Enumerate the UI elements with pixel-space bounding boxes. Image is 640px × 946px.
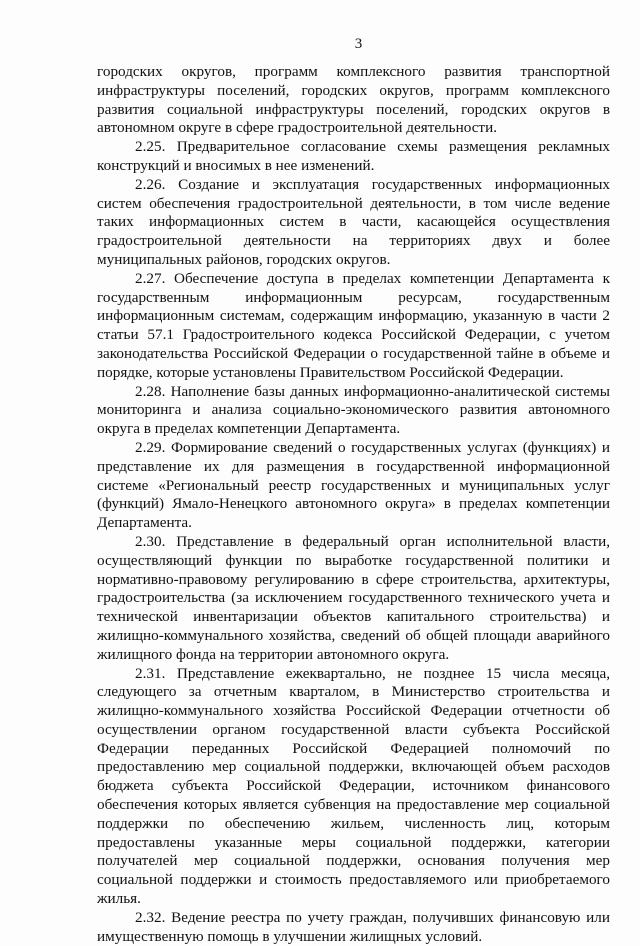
paragraph-2-31: 2.31. Представление ежеквартально, не позднее 15 числа месяца, следующего за отчетным кварталом, в Министерство строительства и жилищно-коммунального хозяйства Российской Федерации отчетности об осуществлении органом государственной власти субъекта Российской Федерации переданных Российской Федерацией полномочий по предоставлению мер социальной поддержки, включающей объем расходов бюджета субъекта Российской Федерации, источником финансового обеспечения которых является субвенция на предоставление мер социальной поддержки по обеспечению жильем, численность лиц, которым предоставлены указанные меры социальной поддержки, категории получателей мер социальной поддержки, основания получения мер социальной поддержки и стоимость предоставляемого или приобретаемого жилья. [97, 664, 610, 908]
paragraph-2-25: 2.25. Предварительное согласование схемы размещения рекламных конструкций и вносимых в нее изменений. [97, 138, 610, 174]
paragraph-2-32: 2.32. Ведение реестра по учету граждан, получивших финансовую или имущественную помощь в улучшении жилищных условий. [97, 908, 610, 945]
page-number: 3 [354, 36, 363, 52]
paragraph-2-27: 2.27. Обеспечение доступа в пределах компетенции Департамента к государственным информационным ресурсам, государственным информационным системам, содержащим информацию, указанную в части 2 статьи 57.1 Градостроительного кодекса Российской Федерации, с учетом законодательства Российской Федерации о государственной тайне в объеме и порядке, которые установлены Правительством Российской Федерации. [97, 269, 610, 381]
paragraph-continuation: городских округов, программ комплексного развития транспортной инфраструктуры поселений, городских округов, программ комплексного развития социальной инфраструктуры поселений, городских округов в автономном округе в сфере градостроительной деятельности. [97, 63, 610, 137]
paragraph-2-30: 2.30. Представление в федеральный орган исполнительной власти, осуществляющий функции по выработке государственной политики и нормативно-правовому регулированию в сфере строительства, архитектуры, градостроительства (за исключением государственного технического учета и технической инвентаризации объектов капитального строительства) и жилищно-коммунального хозяйства, сведений об общей площади аварийного жилищного фонда на территории автономного округа. [97, 532, 610, 663]
paragraph-2-26: 2.26. Создание и эксплуатация государственных информационных систем обеспечения градостроительной деятельности, в том числе ведение таких информационных систем в части, касающейся осуществления градостроительной деятельности на территориях двух и более муниципальных районов, городских округов. [97, 175, 610, 268]
paragraph-2-29: 2.29. Формирование сведений о государственных услугах (функциях) и представление их для размещения в государственной информационной системе «Региональный реестр государственных и муниципальных услуг (функций) Ямало-Ненецкого автономного округа» в пределах компетенции Департамента. [97, 438, 610, 532]
paragraph-2-28: 2.28. Наполнение базы данных информационно-аналитической системы мониторинга и анализа социально-экономического развития автономного округа в пределах компетенции Департамента. [97, 382, 610, 438]
